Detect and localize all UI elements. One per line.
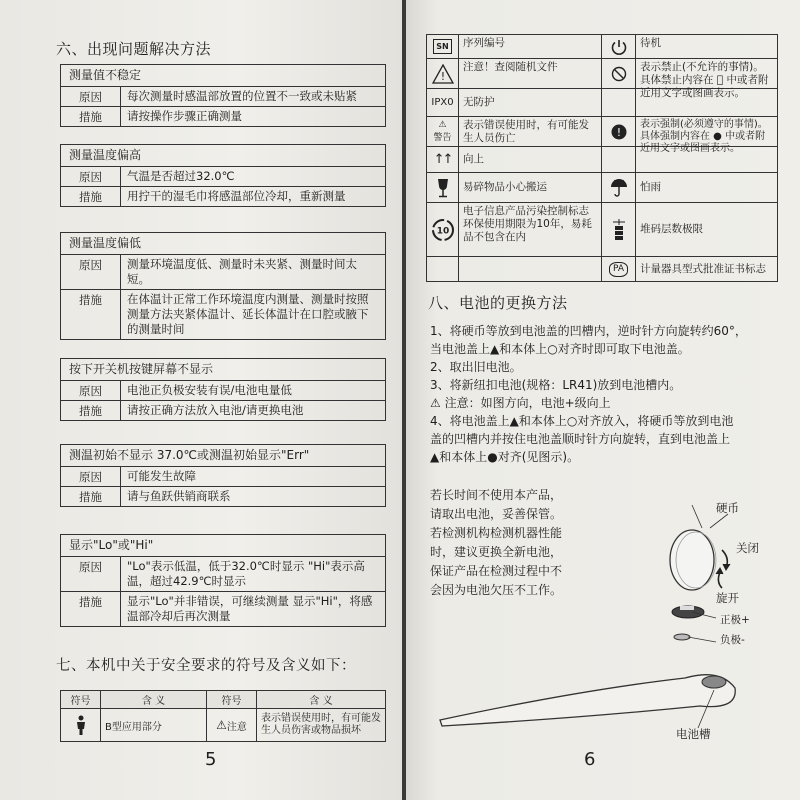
problem-table-6 (60, 534, 386, 627)
problem-table-5 (60, 444, 386, 507)
section7-title: 七、本机中关于安全要求的符号及含义如下： (56, 658, 356, 674)
symbol-text: 计量器具型式批准证书标志 (640, 262, 766, 275)
svg-text:10: 10 (436, 226, 449, 236)
person-icon (61, 709, 101, 741)
row-label: 原因 (61, 87, 121, 106)
button-battery (674, 634, 690, 640)
note-line: 若检测机构检测机器性能 (430, 526, 563, 540)
header-meaning-2: 含 义 (309, 696, 333, 707)
meaning-b-type: B型应用部分 (101, 709, 207, 741)
symbol-text: 表示强制(必须遵守的事情)。具体强制内容在 ● 中或者附近用文字或图画表示。 (640, 119, 768, 154)
problem-table-2 (60, 144, 386, 207)
symbol-text: 表示错误使用时，有可能发生人员伤亡 (459, 117, 602, 146)
row-label: 措施 (61, 487, 121, 506)
page-number-right: 6 (584, 749, 596, 770)
row-text: 请按正确方法放入电池/请更换电池 (127, 403, 304, 417)
table-title: 测量值不稳定 (61, 65, 385, 87)
label-negative: 负极- (720, 634, 745, 646)
row-label: 原因 (61, 557, 121, 591)
pa-mark-icon: PA (602, 257, 636, 281)
row-text: 每次测量时感温部放置的位置不一致或未贴紧 (127, 89, 357, 103)
row-label: 措施 (61, 592, 121, 626)
note-line: 时，建议更换全新电池， (430, 545, 563, 559)
row-label: 原因 (61, 467, 121, 486)
row-text: 电池正负极安装有误/电池电量低 (127, 383, 292, 397)
symbol-text: 易碎物品小心搬运 (459, 173, 602, 202)
table-title: 按下开关机按键屏幕不显示 (61, 359, 385, 381)
symbol-text: 堆码层数极限 (640, 223, 703, 235)
symbol-text: 电子信息产品污染控制标志环保使用期限为10年，易耗品不包含在内 (459, 203, 602, 256)
power-icon (602, 35, 636, 58)
row-text: 在体温计正常工作环境温度内测量、测量时按照测量方法夹紧体温计、延长体温计在口腔或腋下的测量时间 (127, 292, 369, 336)
caution-symbol (207, 709, 257, 741)
fragile-glass-icon (427, 173, 459, 202)
prohibit-icon (602, 59, 636, 88)
row-text: 显示"Lo"并非错误，可继续测量 显示"Hi"，将感温部冷却后再次测量 (127, 594, 373, 623)
step-line: 4、将电池盖上▲和本体上○对齐放入，将硬币等放到电池 (430, 414, 734, 428)
header-symbol-2: 符号 (207, 691, 257, 708)
note-line: 若长时间不使用本产品， (430, 488, 563, 502)
row-text: 用拧干的湿毛巾将感温部位冷却，重新测量 (127, 189, 346, 203)
row-label: 原因 (61, 381, 121, 400)
label-close: 关闭 (736, 541, 759, 555)
step-line: 当电池盖上▲和本体上○对齐时即可取下电池盖。 (430, 342, 690, 356)
row-text: "Lo"表示低温，低于32.0℃时显示 "Hi"表示高温，超过42.9℃时显示 (127, 559, 365, 588)
header-symbol: 符号 (61, 691, 101, 708)
row-label: 措施 (61, 401, 121, 420)
step-line: 3、将新纽扣电池(规格：LR41)放到电池槽内。 (430, 378, 682, 392)
step-line: 1、将硬币等放到电池盖的凹槽内，逆时针方向旋转约60°， (430, 324, 747, 338)
note-line: 保证产品在检测过程中不 (430, 564, 563, 578)
symbol-text: 序列编号 (459, 35, 602, 58)
eco-10-icon (427, 203, 459, 256)
symbol-text: 无防护 (459, 89, 602, 116)
table-title: 显示"Lo"或"Hi" (61, 535, 385, 557)
step-line: ▲和本体上●对齐(见图示)。 (430, 450, 580, 464)
svg-text:!: ! (440, 69, 445, 83)
step-line: 2、取出旧电池。 (430, 360, 522, 374)
row-label: 措施 (61, 290, 121, 339)
row-text: 请与鱼跃供销商联系 (127, 489, 231, 503)
row-label: 原因 (61, 167, 121, 186)
table-title: 测量温度偏低 (61, 233, 385, 255)
symbol-text (636, 89, 777, 116)
label-coin: 硬币 (716, 501, 739, 515)
section6-title: 六、出现问题解决方法 (56, 40, 212, 58)
label-open: 旋开 (716, 591, 739, 605)
caution-label: 注意 (226, 721, 247, 733)
row-text: 请按操作步骤正确测量 (127, 109, 242, 123)
header-meaning: 含 义 (101, 691, 207, 708)
coin-illustration (670, 530, 714, 590)
ipx0-icon: IPX0 (427, 89, 459, 116)
row-text: 气温是否超过32.0℃ (127, 169, 235, 183)
symbol-meaning-table (60, 690, 386, 742)
mandatory-icon (602, 117, 636, 146)
umbrella-icon (602, 173, 636, 202)
note-line: 请取出电池，妥善保管。 (430, 507, 563, 521)
row-label: 措施 (61, 187, 121, 206)
symbol-text: 待机 (640, 37, 661, 49)
problem-table-1 (60, 64, 386, 127)
step-line: 盖的凹槽内并按住电池盖顺时针方向旋转，直到电池盖上 (430, 432, 731, 446)
battery-steps (430, 322, 747, 466)
symbol-text (459, 257, 602, 281)
section8-title: 八、电池的更换方法 (428, 294, 568, 312)
symbol-text: 怕雨 (640, 181, 661, 193)
rotate-open-arrow (718, 572, 722, 588)
problem-table-3 (60, 232, 386, 340)
step-line: ⚠ 注意：如图方向，电池+级向上 (430, 396, 611, 410)
thermometer-body (440, 675, 735, 726)
row-label: 原因 (61, 255, 121, 289)
this-way-up-icon: ↑↑ (427, 147, 459, 172)
sn-icon: SN (427, 35, 459, 58)
caution-triangle-icon (427, 59, 459, 88)
label-positive: 正极+ (720, 614, 750, 626)
page-number-left: 5 (205, 749, 217, 770)
meaning-caution: 表示错误使用时，有可能发生人员伤害或物品损坏 (261, 713, 381, 736)
warning-icon: ⚠ 警告 (427, 117, 459, 146)
problem-table-4 (60, 358, 386, 421)
svg-text:!: ! (616, 125, 621, 139)
symbol-grid (426, 34, 778, 282)
stacking-limit-icon (602, 203, 636, 256)
table-title: 测温初始不显示 37.0℃或测温初始显示"Err" (61, 445, 385, 467)
symbol-text: 注意！查阅随机文件 (459, 59, 602, 88)
symbol-text: 表示禁止(不允许的事情)。具体禁止内容在 ⃠ 中或者附近用文字或图画表示。 (640, 61, 769, 99)
label-battery-slot: 电池槽 (676, 727, 711, 741)
row-text: 测量环境温度低、测量时未夹紧、测量时间太短。 (127, 257, 357, 286)
table-title: 测量温度偏高 (61, 145, 385, 167)
symbol-text (636, 147, 777, 172)
symbol-text: 向上 (459, 147, 602, 172)
note-line: 会因为电池欠压不工作。 (430, 583, 563, 597)
battery-slot (702, 676, 726, 688)
row-text: 可能发生故障 (127, 469, 196, 483)
warning-icon: ⚠ (216, 718, 227, 732)
row-label: 措施 (61, 107, 121, 126)
